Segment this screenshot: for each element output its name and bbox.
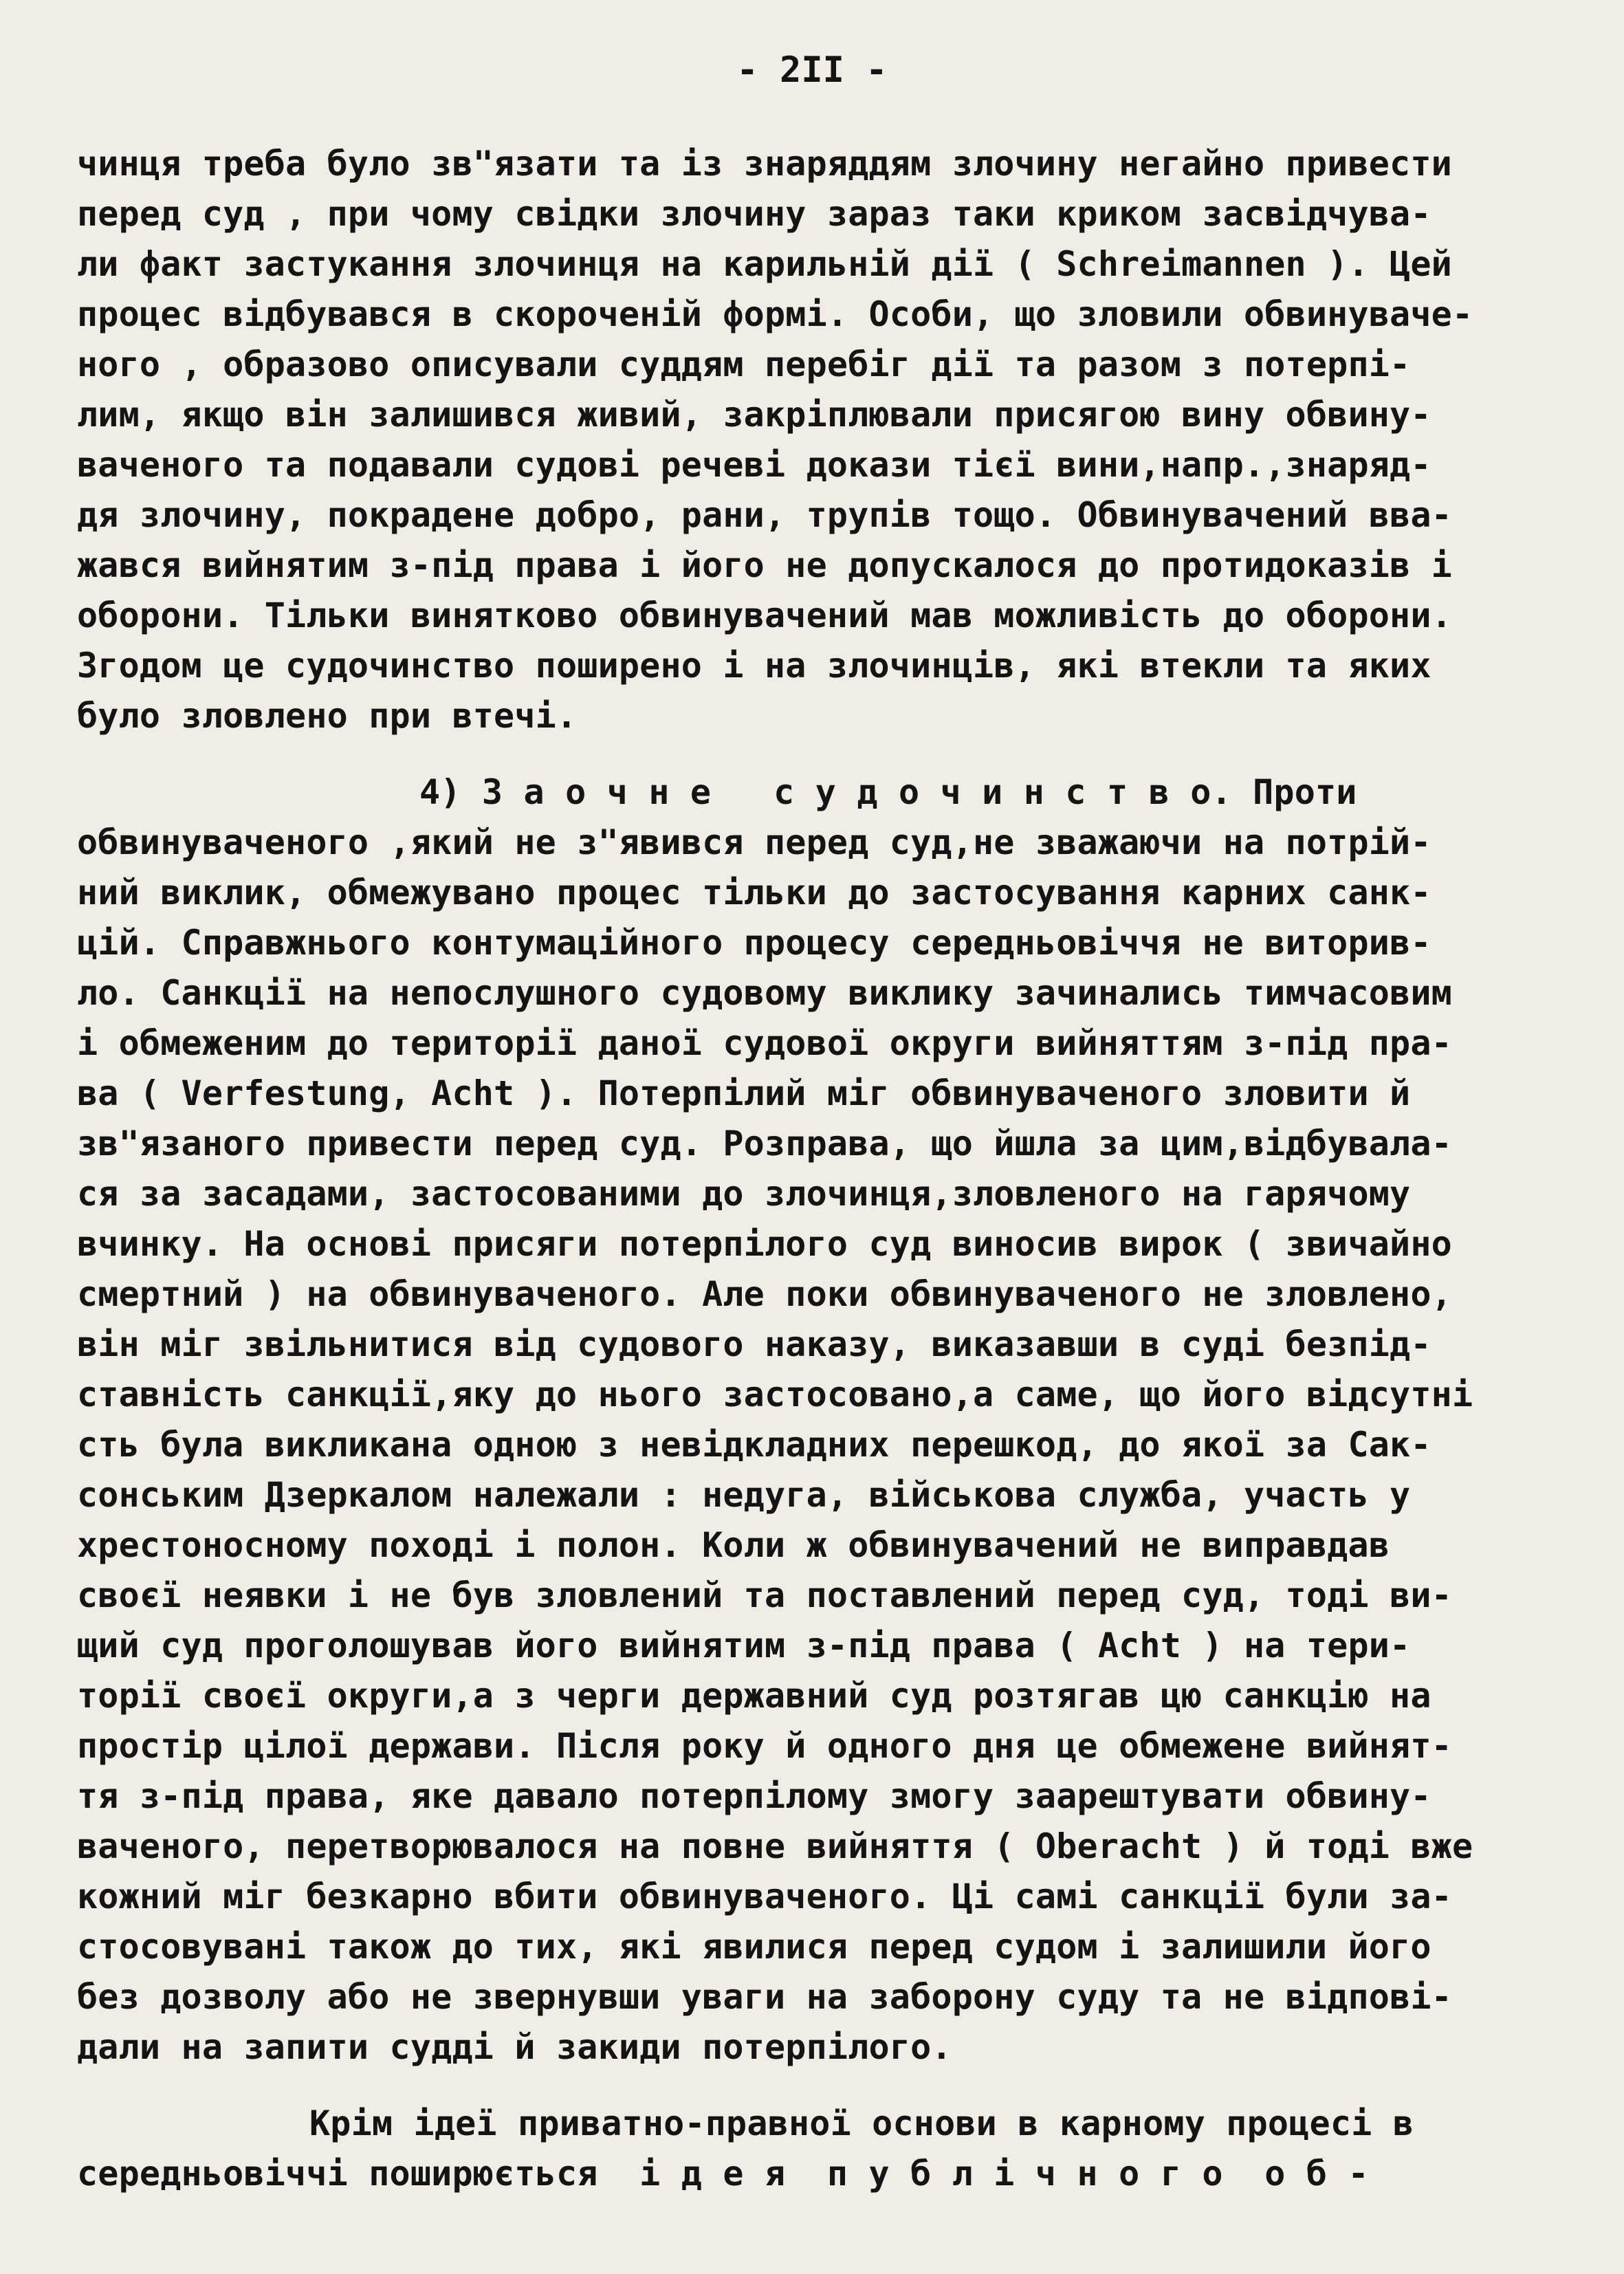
text-line: зв"язаного привести перед суд. Розправа, що йшла за цим,відбувала- bbox=[77, 1124, 1452, 1163]
text-line: вчинку. На основі присяги потерпілого суд виносив вирок ( звичайно bbox=[77, 1224, 1452, 1264]
text-line: ний виклик, обмежувано процес тільки до застосування карних санк- bbox=[77, 873, 1431, 912]
text-line: ваченого та подавали судові речеві докази тієї вини,напр.,знаряд- bbox=[77, 445, 1431, 485]
text-line: простір цілої держави. Після року й одного дня це обмежене вийнят- bbox=[77, 1726, 1452, 1766]
text-line: і обмеженим до території даної судової округи вийняттям з-під пра- bbox=[77, 1023, 1452, 1063]
text-line: жався вийнятим з-під права і його не допускалося до протидоказів і bbox=[77, 545, 1452, 585]
text-line: своєї неявки і не був зловлений та поставлений перед суд, тоді ви- bbox=[77, 1575, 1452, 1615]
text-line: без дозволу або не звернувши уваги на заборону суду та не відпові- bbox=[77, 1977, 1452, 2017]
text-line: середньовіччі поширюється і д е я п у б л і ч н о г о о б - bbox=[77, 2154, 1369, 2194]
text-line: він міг звільнитися від судового наказу, виказавши в суді безпід- bbox=[77, 1324, 1431, 1364]
text-line: смертний ) на обвинуваченого. Але поки обвинуваченого не зловлено, bbox=[77, 1274, 1452, 1314]
text-line: цій. Справжнього контумаційного процесу середньовіччя не виторив- bbox=[77, 923, 1431, 963]
text-line: ли факт застукання злочинця на карильній дії ( Schreimannen ). Цей bbox=[77, 244, 1452, 284]
text-line: обвинуваченого ,який не з"явився перед суд,не зважаючи на потрій- bbox=[77, 822, 1431, 862]
text-line: перед суд , при чому свідки злочину зараз таки криком засвідчува- bbox=[77, 194, 1431, 234]
text-line: ва ( Verfestung, Acht ). Потерпілий міг обвинуваченого зловити й bbox=[77, 1073, 1411, 1113]
text-line: ного , образово описували суддям перебіг дії та разом з потерпі- bbox=[77, 345, 1411, 384]
page-number: - 2II - bbox=[736, 50, 888, 91]
text-line: чинця треба було зв"язати та із знаряддям злочину негайно привести bbox=[77, 144, 1452, 184]
text-line: сть була викликана одною з невідкладних перешкод, до якої за Сак- bbox=[77, 1425, 1431, 1465]
text-line: дя злочину, покрадене добро, рани, трупів тощо. Обвинувачений вва- bbox=[77, 495, 1452, 535]
text-line: ставність санкції,яку до нього застосовано,а саме, що його відсутні bbox=[77, 1375, 1473, 1414]
text-line: стосовувані також до тих, які явилися перед судом і залишили його bbox=[77, 1927, 1431, 1967]
text-line: процес відбувався в скороченій формі. Особи, що зловили обвинуваче- bbox=[77, 294, 1473, 334]
text-line: ся за засадами, застосованими до злочинця,зловленого на гарячому bbox=[77, 1174, 1411, 1214]
text-line: тя з-під права, яке давало потерпілому змогу заарештувати обвину- bbox=[77, 1776, 1431, 1816]
text-line: Крім ідеї приватно-правної основи в карному процесі в bbox=[309, 2103, 1414, 2143]
text-line: Згодом це судочинство поширено і на злочинців, які втекли та яких bbox=[77, 646, 1431, 686]
text-line: оборони. Тільки винятково обвинувачений мав можливість до оборони. bbox=[77, 595, 1452, 635]
text-line: лим, якщо він залишився живий, закріплювали присягою вину обвину- bbox=[77, 395, 1431, 435]
text-line: торії своєї округи,а з черги державний суд розтягав цю санкцію на bbox=[77, 1676, 1431, 1716]
text-line: ваченого, перетворювалося на повне вийняття ( Oberacht ) й тоді вже bbox=[77, 1826, 1473, 1866]
text-line: було зловлено при втечі. bbox=[77, 696, 578, 736]
text-line: кожний міг безкарно вбити обвинуваченого. Ці самі санкції були за- bbox=[77, 1877, 1452, 1916]
text-line: ло. Санкції на непослушного судовому виклику зачинались тимчасовим bbox=[77, 973, 1452, 1013]
text-line: дали на запити судді й закиди потерпілого. bbox=[77, 2027, 952, 2067]
text-line: сонським Дзеркалом належали : недуга, військова служба, участь у bbox=[77, 1475, 1411, 1515]
text-line: хрестоносному поході і полон. Коли ж обвинувачений не виправдав bbox=[77, 1525, 1390, 1565]
text-line: щий суд проголошував його вийнятим з-під права ( Acht ) на тери- bbox=[77, 1626, 1411, 1665]
section-heading-line: 4) З а о ч н е с у д о ч и н с т в о. Проти bbox=[419, 772, 1357, 812]
